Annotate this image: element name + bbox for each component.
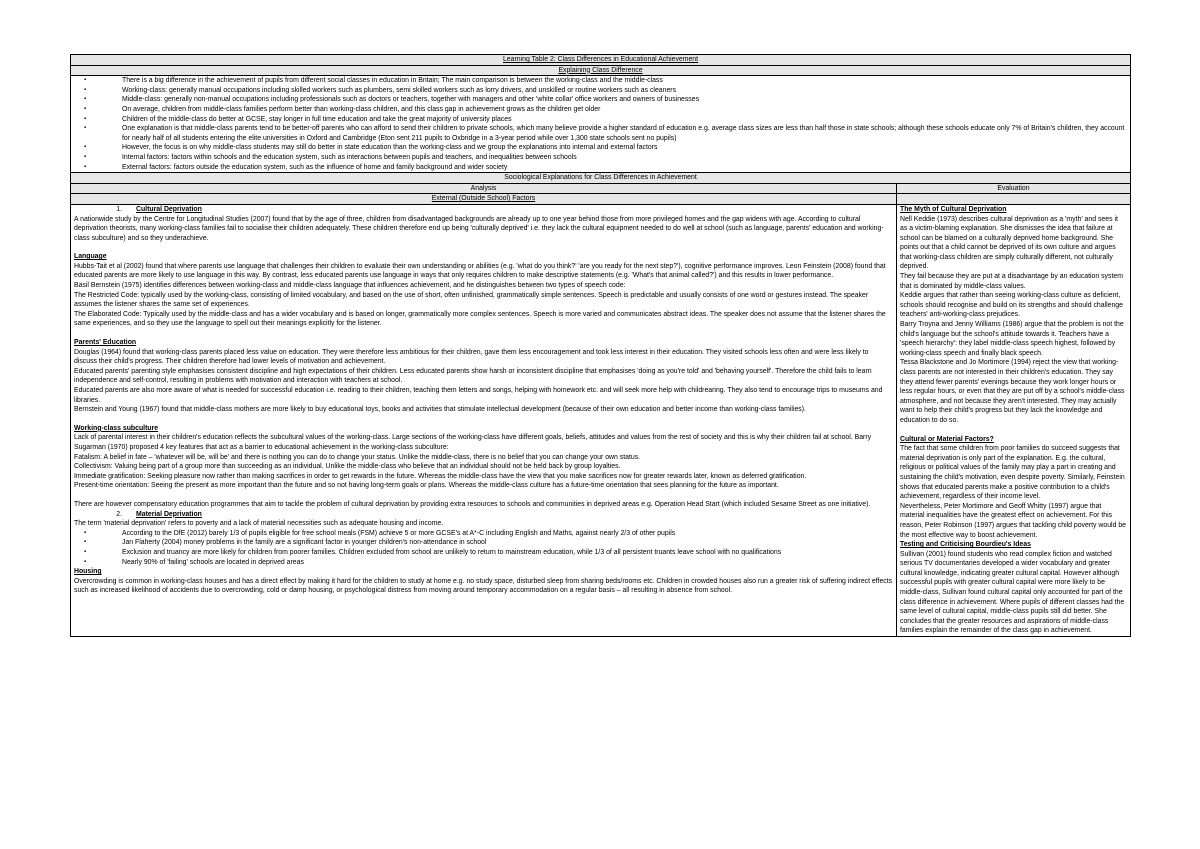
explaining-bullet: ▪ Working-class: generally manual occupations including skilled workers such as plumbers, semi skilled workers such as lorry drivers, and unskilled or routine workers such as cleaners bbox=[122, 86, 1127, 96]
language-paragraph: Hubbs-Tait et al (2002) found that where parents use language that challenges their children to evaluate their own understanding or abilities (e.g. 'what do you think?' 'are you ready for the next step?'), cognitive performance improves. Leon Feinstein (2008) found that educated parents are more likely to use language in this way. By contrast, less educated parents use language in ways that only requires children to make descriptive statements (e.g. 'What's that animal called?') and this results in lower performance. bbox=[74, 262, 886, 280]
evaluation-column-header: Evaluation bbox=[897, 183, 1131, 194]
section-title: Cultural Deprivation bbox=[136, 205, 202, 213]
working-class-subculture-heading: Working-class subculture bbox=[74, 424, 159, 432]
subculture-paragraph: Immediate gratification: Seeking pleasure now rather than making sacrifices in order to get rewards in the future. Whereas the middle-class have the view that you make sacrifices now for greater rewards later, known as deferred gratification. bbox=[74, 472, 807, 480]
material-deprivation-heading bbox=[74, 510, 893, 520]
cultural-deprivation-text: A nationwide study by the Centre for Longitudinal Studies (2007) found that by the age of three, children from disadvantaged backgrounds are already up to one year behind those from more privileged homes and the gap widens with age. According to cultural deprivation theorists, many working-class families fail to socialise their children adequately. These children therefore end up being 'culturally deprived' i.e. they lack the cultural equipment needed to do well at school (such as language, parents' education and working-class subculture) and so they underachieve. bbox=[74, 215, 884, 242]
subculture-paragraph: Fatalism: A belief in fate – 'whatever will be, will be' and there is nothing you can do to change your status. Unlike the middle-class, there is no belief that you can change your own status. bbox=[74, 453, 641, 461]
material-bullet: ▪ Jan Flaherty (2004) money problems in the family are a significant factor in younger children's non-attendance in school bbox=[122, 538, 893, 548]
myth-paragraph: Nell Keddie (1973) describes cultural deprivation as a 'myth' and sees it as a victim-blaming explanation. She dismisses the idea that failure at school can be blamed on a culturally deprived home background. She points out that a child cannot be deprived of its own culture and argues that working-class children are simply culturally different, not culturally deprived. bbox=[900, 215, 1118, 271]
myth-paragraph: Barry Troyna and Jenny Williams (1986) argue that the problem is not the child's language but the school's attitude towards it. Teachers have a 'speech hierarchy': they label middle-class speech highest, followed by working-class speech and finally black speech. bbox=[900, 321, 1124, 357]
cultural-material-paragraph: The fact that some children from poor families do succeed suggests that material deprivation is only part of the explanation. E.g. the cultural, religious or political values of the family may play a part in creating and sustaining the child's motivation, even despite poverty. Similarly, Feinstein shows that educated parents make a positive contribution to a child's achievement, regardless of their income level. bbox=[900, 445, 1125, 501]
material-deprivation-bullets bbox=[74, 529, 893, 567]
external-factors-heading: External (Outside School) Factors bbox=[71, 194, 897, 205]
explaining-bullet: ▪ On average, children from middle-class families perform better than working-class children, and this class gap in achievement grows as the children get older bbox=[122, 105, 1127, 115]
subculture-paragraph: There are however compensatory education programmes that aim to tackle the problem of cultural deprivation by providing extra resources to schools and communities in deprived areas e.g. Operation Head Start (which included Sesame Street as one initiative). bbox=[74, 500, 871, 508]
myth-paragraph: Tessa Blackstone and Jo Mortimore (1994) reject the view that working-class parents are not interested in their children's education. They say they attend fewer parents' evenings because they work longer hours or less regular hours, or even that they are put off by a school's middle-class atmosphere, and not because they aren't interested. They may actually want to help their child's progress but they lack the knowledge and education to do so. bbox=[900, 359, 1125, 424]
cultural-deprivation-heading bbox=[74, 205, 893, 215]
subculture-paragraph: Present-time orientation: Seeing the present as more important than the future and so not having long-term goals or plans. Whereas the middle-class culture has a future-time orientation that sees planning for the future as important. bbox=[74, 482, 779, 490]
language-paragraph: Basil Bernstein (1975) identifies differences between working-class and middle-class language that influences achievement, and he distinguishes between two types of speech code: bbox=[74, 282, 626, 290]
parents-education-paragraph: Educated parents are also more aware of what is needed for successful education i.e. reading to their children, teaching them letters and songs, helping with homework etc. and will seek more help with childrearing. They also tend to encourage trips to museums and libraries. bbox=[74, 387, 883, 404]
section-number: 2. bbox=[116, 510, 122, 518]
housing-heading: Housing bbox=[74, 568, 102, 576]
myth-paragraph: They fail because they are put at a disadvantage by an education system that is dominated by middle-class values. bbox=[900, 273, 1123, 290]
explaining-bullet: ▪ Internal factors: factors within schools and the education system, such as interactions between pupils and teachers, and inequalities between schools bbox=[122, 153, 1127, 163]
material-bullet: ▪ According to the DfE (2012) barely 1/3 of pupils eligible for free school meals (FSM) achieve 5 or more GCSE's at A*-C including English and Maths, against nearly 2/3 of other pupils bbox=[122, 529, 893, 539]
explaining-bullet: ▪ Middle-class: generally non-manual occupations including professionals such as doctors or teachers, together with managers and other 'white collar' office workers and owners of businesses bbox=[122, 95, 1127, 105]
external-factors-heading-blank bbox=[897, 194, 1131, 205]
evaluation-cell bbox=[897, 204, 1131, 636]
language-paragraph: The Elaborated Code: Typically used by the middle-class and has a wider vocabulary and is based on longer, grammatically more complex sentences. Speech is more varied and communicates abstract ideas. The speaker does not assume that the listener shares the same experiences, and so they use the language to spell out their meanings explicitly for the listener. bbox=[74, 310, 886, 328]
explaining-bullet: ▪ Children of the middle-class do better at GCSE, stay longer in full time education and take the great majority of university places bbox=[122, 115, 1127, 125]
explaining-section bbox=[71, 76, 1131, 173]
cultural-material-heading: Cultural or Material Factors? bbox=[900, 435, 994, 443]
section-title: Material Deprivation bbox=[136, 510, 202, 518]
explaining-heading: Explaining Class Difference bbox=[71, 65, 1131, 76]
bourdieu-paragraph: Sullivan (2001) found students who read complex fiction and watched serious TV documentaries developed a wider vocabulary and greater cultural knowledge, indicating greater cultural capital. However although successful pupils with greater cultural capital were more likely to be middle-class, Sullivan found cultural capital only accounted for part of the class difference in achievement. Where pupils of different classes had the same level of cultural capital, middle-class pupils still did better. She concludes that the greater resources and aspirations of middle-class families explain the remainder of the class gap in achievement. bbox=[900, 550, 1125, 635]
explaining-bullet: ▪ There is a big difference in the achievement of pupils from different social classes in education in Britain; The main comparison is between the working-class and the middle-class bbox=[122, 76, 1127, 86]
bourdieu-heading: Testing and Criticising Bourdieu's Ideas bbox=[900, 541, 1031, 549]
analysis-cell bbox=[71, 204, 897, 636]
analysis-column-header: Analysis bbox=[71, 183, 897, 194]
section-number: 1. bbox=[116, 205, 122, 213]
explaining-bullet-list bbox=[74, 76, 1127, 172]
parents-education-paragraph: Educated parents' parenting style emphasises consistent discipline and high expectations of their children. Less educated parents show harsh or inconsistent discipline that emphasises 'doing as you're told' and 'behaving yourself'. Therefore the child fails to learn independence and self-control, resulting in problems with motivation and interaction with teachers at school. bbox=[74, 367, 872, 385]
myth-paragraph: Keddie argues that rather than seeing working-class culture as deficient, schools should recognise and build on its strengths and should challenge teachers' anti-working-class prejudices. bbox=[900, 292, 1123, 319]
language-paragraph: The Restricted Code: typically used by the working-class, consisting of limited vocabulary, and based on the use of short, often unfinished, grammatically simple sentences. Speech is predictable and usually consists of one word or gestures instead. The speaker assumes the listener shares the same set of experiences. bbox=[74, 291, 869, 309]
explaining-bullet: ▪ External factors: factors outside the education system, such as the influence of home and family background and wider society bbox=[122, 163, 1127, 173]
material-bullet: ▪ Nearly 90% of 'failing' schools are located in deprived areas bbox=[122, 558, 893, 568]
learning-table bbox=[70, 54, 1131, 637]
subculture-paragraph: Collectivism: Valuing being part of a group more than succeeding as an individual. Unlike the middle-class who believe that an individual should not be held back by group loyalties. bbox=[74, 463, 621, 471]
myth-heading: The Myth of Cultural Deprivation bbox=[900, 205, 1007, 213]
material-deprivation-text: The term 'material deprivation' refers to poverty and a lack of material necessities such as adequate housing and income. bbox=[74, 520, 444, 528]
sociological-heading: Sociological Explanations for Class Differences in Achievement bbox=[71, 173, 1131, 184]
housing-text: Overcrowding is common in working-class houses and has a direct effect by making it hard for the children to study at home e.g. no study space, disturbed sleep from sharing beds/rooms etc. Children in crowded houses also run a greater risk of suffering indirect effects such as increased likelihood of accidents due to overcrowding, cold or damp housing, or psychological distress from moving around temporary accommodation on a regular basis – all resulting in absence from school. bbox=[74, 577, 893, 595]
parents-education-paragraph: Bernstein and Young (1967) found that middle-class mothers are more likely to buy educational toys, books and activities that stimulate intellectual development (because of their own education and better income than working-class families). bbox=[74, 406, 806, 414]
explaining-bullet: ▪ One explanation is that middle-class parents tend to be better-off parents who can afford to send their children to private schools, which many believe provide a higher standard of education e.g. average class sizes are less than half those in state schools; although these schools educate only 7% of Britain's children, they account for nearly half of all students entering the elite universities in Oxford and Cambridge (Eton sent 211 pupils to Oxbridge in a 3-year period while over 1,300 state schools sent no pupils) bbox=[122, 124, 1127, 143]
learning-table-document bbox=[70, 54, 1130, 637]
parents-education-paragraph: Douglas (1964) found that working-class parents placed less value on education. They were therefore less ambitious for their children, gave them less encouragement and took less interest in their education. They visited schools less often and were less likely to discuss their child's progress. Their children therefore had lower levels of motivation and achievement. bbox=[74, 348, 869, 366]
material-bullet: ▪ Exclusion and truancy are more likely for children from poorer families. Children excluded from school are unlikely to return to mainstream education, while 1/3 of all persistent truants leave school with no qualifications bbox=[122, 548, 893, 558]
table-title: Learning Table 2: Class Differences in Educational Achievement bbox=[71, 55, 1131, 66]
parents-education-heading: Parents' Education bbox=[74, 339, 137, 347]
subculture-paragraph: Lack of parental interest in their children's education reflects the subcultural values of the working-class. Large sections of the working-class have different goals, beliefs, attitudes and values from the rest of society and this is why their children fail at school. Barry Sugarman (1970) proposed 4 key features that act as a barrier to educational achievement in the working-class subculture: bbox=[74, 434, 872, 451]
language-heading: Language bbox=[74, 253, 107, 261]
explaining-bullet: ▪ However, the focus is on why middle-class students may still do better in state education than the working-class and we group the explanations into internal and external factors bbox=[122, 143, 1127, 153]
cultural-material-paragraph: Nevertheless, Peter Mortimore and Geoff Whitty (1997) argue that material inequalities have the greatest effect on achievement. For this reason, Peter Robinson (1997) argues that tackling child poverty would be the most effective way to boost achievement. bbox=[900, 502, 1126, 539]
